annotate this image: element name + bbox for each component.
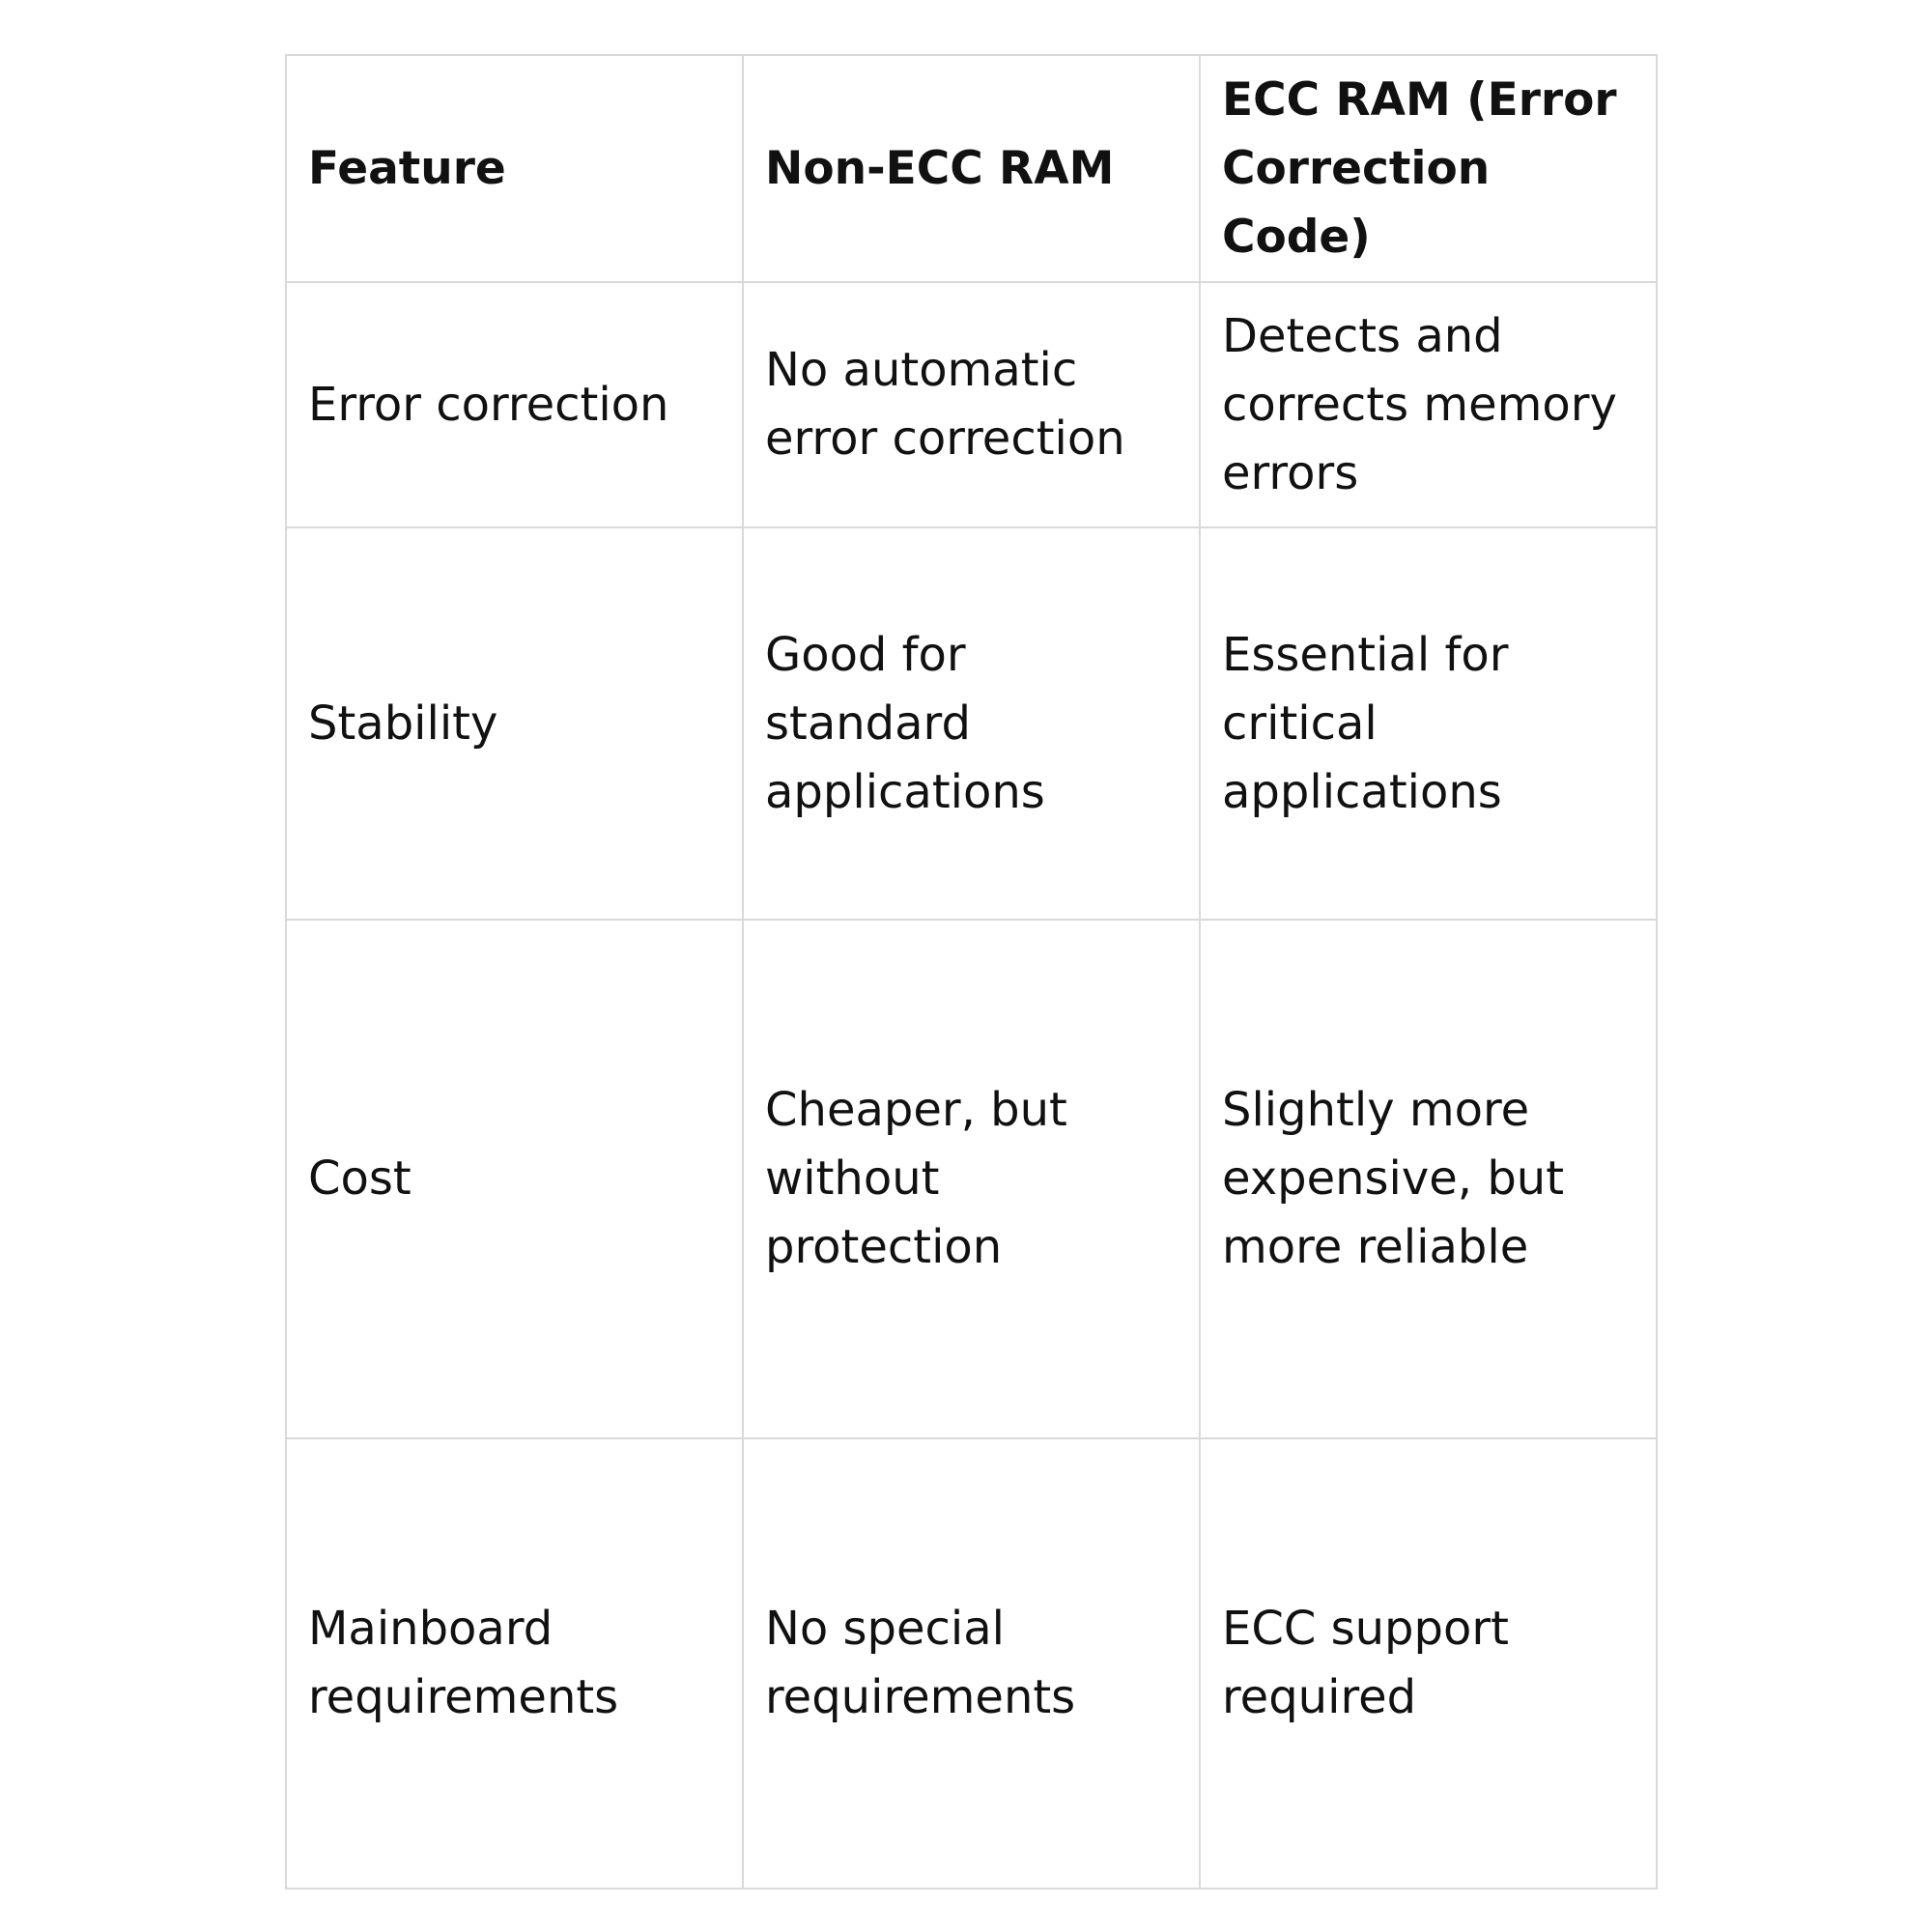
table-cell-feature: Cost xyxy=(286,920,743,1438)
table-row xyxy=(286,920,1657,1438)
header-non-ecc-ram: Non-ECC RAM xyxy=(743,55,1200,282)
table-row xyxy=(286,1438,1657,1889)
header-feature: Feature xyxy=(286,55,743,282)
table-cell-non-ecc: Cheaper, but without protection xyxy=(743,920,1200,1438)
table-cell-feature: Mainboard requirements xyxy=(286,1438,743,1889)
table-cell-non-ecc: No automatic error correction xyxy=(743,282,1200,527)
table-header-row xyxy=(286,55,1657,282)
table-cell-feature: Error correction xyxy=(286,282,743,527)
table-cell-ecc: ECC support required xyxy=(1200,1438,1657,1889)
table-cell-non-ecc: Good for standard applications xyxy=(743,527,1200,920)
comparison-table xyxy=(285,54,1658,1889)
table-cell-feature: Stability xyxy=(286,527,743,920)
table-row xyxy=(286,527,1657,920)
table-cell-ecc: Essential for critical applications xyxy=(1200,527,1657,920)
table-cell-ecc: Slightly more expensive, but more reliable xyxy=(1200,920,1657,1438)
header-ecc-ram: ECC RAM (Error Correction Code) xyxy=(1200,55,1657,282)
table-cell-non-ecc: No special requirements xyxy=(743,1438,1200,1889)
table-row xyxy=(286,282,1657,527)
table-cell-ecc: Detects and corrects memory errors xyxy=(1200,282,1657,527)
